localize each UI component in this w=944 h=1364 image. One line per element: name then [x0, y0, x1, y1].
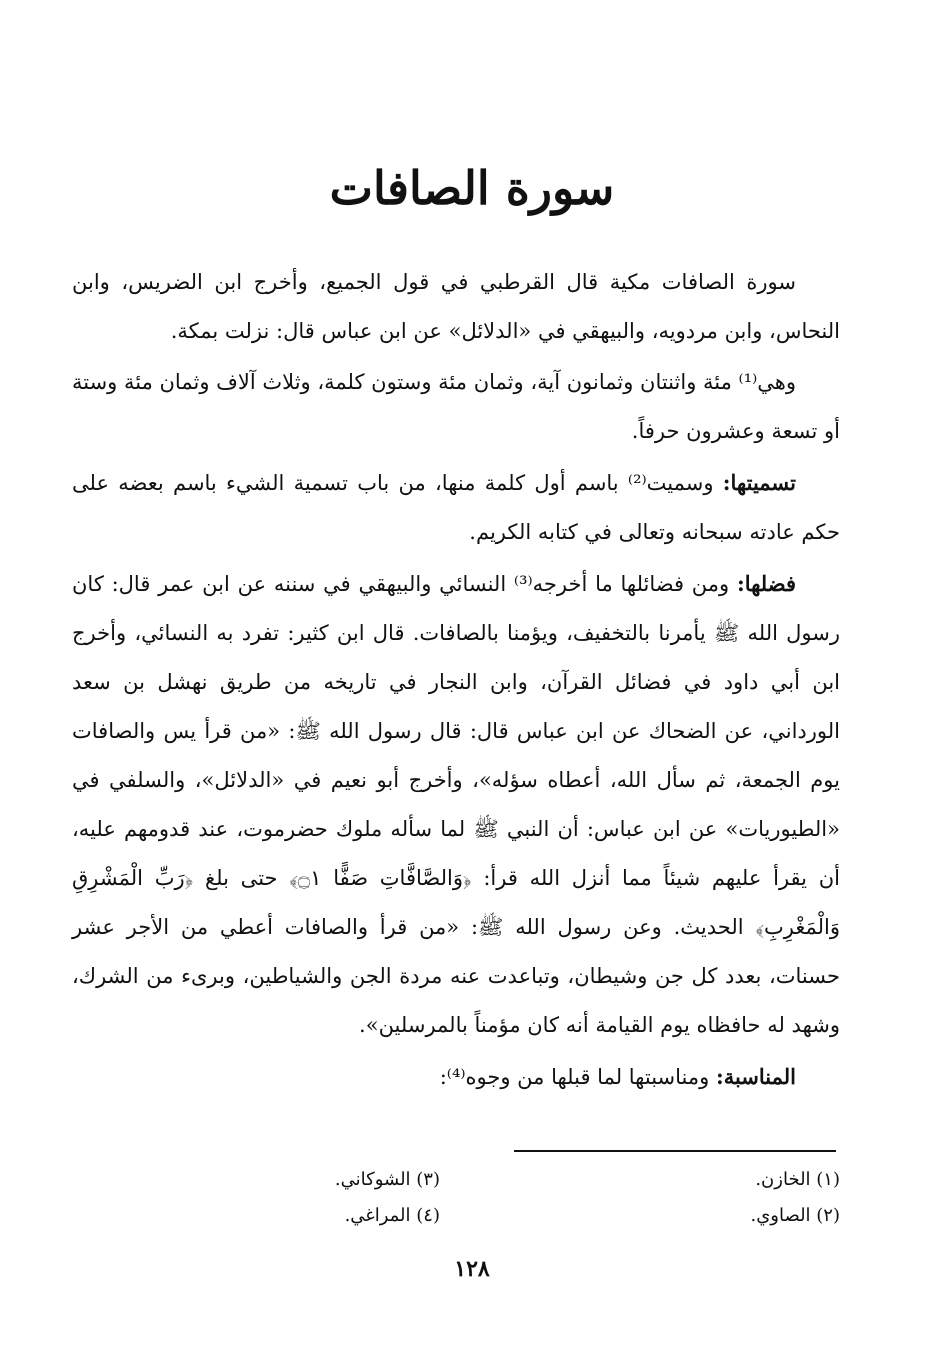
footnote-4: (٤) المراغي. [344, 1205, 440, 1226]
paragraph-naming [72, 458, 840, 557]
footnote-3: (٣) الشوكاني. [334, 1169, 440, 1190]
footnote-1: (١) الخازن. [755, 1169, 840, 1190]
page-number: ١٢٨ [454, 1256, 490, 1282]
paragraph-relevance-text: ومناسبتها لما قبلها من وجوه⁽⁴⁾: [439, 1065, 716, 1089]
paragraph-relevance [72, 1052, 840, 1102]
paragraph-intro: سورة الصافات مكية قال القرطبي في قول الجميع، وأخرج ابن الضريس، وابن النحاس، وابن مردويه، والبيهقي في «الدلائل» عن ابن عباس قال: نزلت بمكة. [72, 270, 840, 343]
body-text [72, 258, 840, 1104]
paragraph-virtues [72, 559, 840, 1050]
heading-relevance: المناسبة: [715, 1064, 796, 1089]
footnote-2: (٢) الصاوي. [750, 1205, 840, 1226]
heading-virtues: فضلها: [736, 571, 796, 596]
heading-naming: تسميتها: [722, 470, 797, 495]
footnote-divider [514, 1150, 836, 1152]
footnotes-column-right [590, 1162, 840, 1234]
paragraph-verse-count: وهي⁽¹⁾ مئة واثنتان وثمانون آية، وثمان مئة وستون كلمة، وثلاث آلاف وثمان مئة وستة أو تسعة وعشرون حرفاً. [71, 370, 840, 443]
footnotes-column-left [190, 1162, 440, 1234]
paragraph-virtues-text: ومن فضائلها ما أخرجه⁽³⁾ النسائي والبيهقي في سننه عن ابن عمر قال: كان رسول الله ﷺ يأمرنا بالتخفيف، ويؤمنا بالصافات. قال ابن كثير: تفرد به النسائي، وأخرج ابن أبي داود في فضائل القرآن، وابن النجار في تاريخه من طريق نهشل بن سعد الورداني، عن الضحاك عن ابن عباس قال: قال رسول الله ﷺ: «من قرأ يس والصافات يوم الجمعة، ثم سأل الله، أعطاه سؤله»، وأخرج أبو نعيم في «الدلائل»، والسلفي في «الطيوريات» عن ابن عباس: أن النبي ﷺ لما سأله ملوك حضرموت، عند قدومهم عليه، أن يقرأ عليهم شيئاً مما أنزل الله قرأ: ﴿وَالصَّافَّاتِ صَفًّا ۝١﴾ حتى بلغ ﴿رَبِّ الْمَشْرِقِ وَالْمَغْرِبِ﴾ الحديث. وعن رسول الله ﷺ: «من قرأ والصافات أعطي من الأجر عشر حسنات، بعدد كل جن وشيطان، وتباعدت عنه مردة الجن والشياطين، وبرىء من الشرك، وشهد له حافظاه يوم القيامة أنه كان مؤمناً بالمرسلين». [72, 572, 840, 1037]
page-title: سورة الصافات [329, 161, 615, 215]
paragraph-naming-text: وسميت⁽²⁾ باسم أول كلمة منها، من باب تسمية الشيء باسم بعضه على حكم عادته سبحانه وتعالى في كتابه الكريم. [72, 471, 840, 544]
